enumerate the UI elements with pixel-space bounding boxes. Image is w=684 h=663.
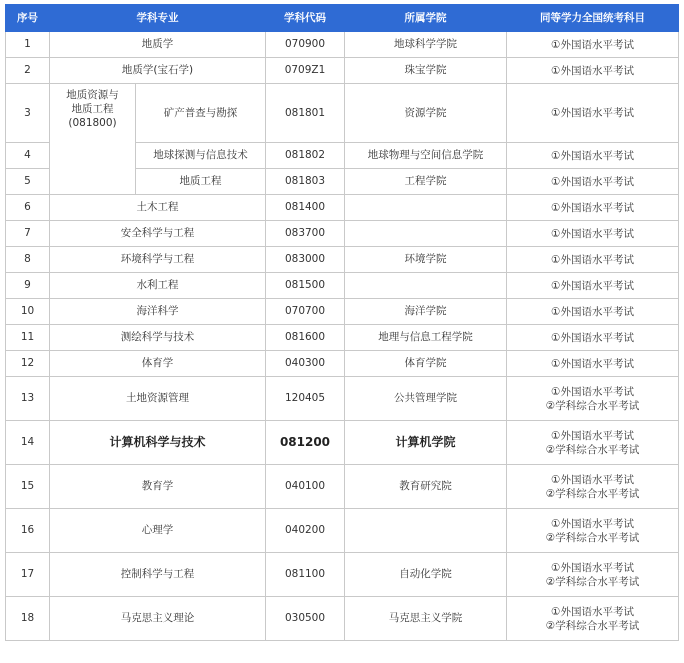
row-no: 4 <box>6 143 50 169</box>
row-major: 测绘科学与技术 <box>50 325 266 351</box>
row-no: 18 <box>6 597 50 641</box>
exam-comprehensive: ②学科综合水平考试 <box>545 619 640 632</box>
table-row <box>6 553 679 597</box>
row-code: 070700 <box>266 299 345 325</box>
parent-discipline <box>50 84 136 195</box>
table-row <box>6 273 679 299</box>
table-row <box>6 465 679 509</box>
row-exam <box>507 247 679 273</box>
row-exam <box>507 58 679 84</box>
header-major: 学科专业 <box>50 5 266 32</box>
row-code: 040100 <box>266 465 345 509</box>
exam-comprehensive: ②学科综合水平考试 <box>545 443 640 456</box>
row-college: 海洋学院 <box>345 299 507 325</box>
exam-foreign: ①外国语水平考试 <box>551 38 634 51</box>
row-exam <box>507 32 679 58</box>
row-college: 自动化学院 <box>345 553 507 597</box>
row-code: 081200 <box>266 421 345 465</box>
exam-foreign: ①外国语水平考试 <box>551 107 634 119</box>
row-major: 控制科学与工程 <box>50 553 266 597</box>
table-row <box>6 597 679 641</box>
row-code: 081400 <box>266 195 345 221</box>
parent-line: 地质资源与 <box>66 89 119 101</box>
row-exam <box>507 221 679 247</box>
table-row <box>6 299 679 325</box>
table-row <box>6 221 679 247</box>
exam-foreign: ①外国语水平考试 <box>551 175 634 188</box>
row-no: 3 <box>6 84 50 143</box>
row-college: 马克思主义学院 <box>345 597 507 641</box>
row-exam <box>507 195 679 221</box>
row-major: 心理学 <box>50 509 266 553</box>
row-code: 081802 <box>266 143 345 169</box>
header-exam: 同等学力全国统考科目 <box>507 5 679 32</box>
header-row <box>6 5 679 32</box>
row-exam <box>507 509 679 553</box>
row-college: 地理与信息工程学院 <box>345 325 507 351</box>
row-college <box>345 221 507 247</box>
header-code: 学科代码 <box>266 5 345 32</box>
row-major: 马克思主义理论 <box>50 597 266 641</box>
row-no: 10 <box>6 299 50 325</box>
exam-foreign: ①外国语水平考试 <box>551 331 634 344</box>
row-major: 地质工程 <box>136 169 266 195</box>
row-no: 9 <box>6 273 50 299</box>
exam-foreign: ①外国语水平考试 <box>551 64 634 77</box>
row-exam <box>507 325 679 351</box>
table-row <box>6 58 679 84</box>
row-major: 水利工程 <box>50 273 266 299</box>
majors-table <box>5 4 679 641</box>
row-major: 环境科学与工程 <box>50 247 266 273</box>
row-exam <box>507 465 679 509</box>
header-no: 序号 <box>6 5 50 32</box>
row-college: 计算机学院 <box>345 421 507 465</box>
header-college: 所属学院 <box>345 5 507 32</box>
row-exam <box>507 273 679 299</box>
row-major: 计算机科学与技术 <box>50 421 266 465</box>
row-no: 1 <box>6 32 50 58</box>
table-row <box>6 247 679 273</box>
table-row <box>6 351 679 377</box>
row-major: 地质学 <box>50 32 266 58</box>
row-major: 海洋科学 <box>50 299 266 325</box>
parent-line: 地质工程 <box>71 103 114 115</box>
row-no: 12 <box>6 351 50 377</box>
row-major: 教育学 <box>50 465 266 509</box>
row-college <box>345 195 507 221</box>
row-exam <box>507 169 679 195</box>
row-college: 环境学院 <box>345 247 507 273</box>
row-exam <box>507 421 679 465</box>
exam-foreign: ①外国语水平考试 <box>551 253 634 266</box>
row-no: 16 <box>6 509 50 553</box>
row-no: 15 <box>6 465 50 509</box>
table-row <box>6 84 679 143</box>
row-major: 地质学(宝石学) <box>50 58 266 84</box>
exam-comprehensive: ②学科综合水平考试 <box>545 575 640 588</box>
exam-comprehensive: ②学科综合水平考试 <box>545 487 640 500</box>
row-code: 081801 <box>266 84 345 143</box>
row-code: 030500 <box>266 597 345 641</box>
row-college: 教育研究院 <box>345 465 507 509</box>
row-code: 040200 <box>266 509 345 553</box>
row-no: 2 <box>6 58 50 84</box>
row-exam <box>507 553 679 597</box>
exam-foreign: ①外国语水平考试 <box>551 561 634 574</box>
exam-foreign: ①外国语水平考试 <box>551 149 634 162</box>
table-row <box>6 195 679 221</box>
row-major: 地球探测与信息技术 <box>136 143 266 169</box>
row-college: 地球科学学院 <box>345 32 507 58</box>
row-code: 083000 <box>266 247 345 273</box>
table-row <box>6 377 679 421</box>
row-college: 公共管理学院 <box>345 377 507 421</box>
exam-foreign: ①外国语水平考试 <box>551 305 634 318</box>
row-major: 土木工程 <box>50 195 266 221</box>
row-major: 矿产普查与勘探 <box>136 84 266 143</box>
row-exam <box>507 143 679 169</box>
row-exam <box>507 299 679 325</box>
row-no: 13 <box>6 377 50 421</box>
row-exam <box>507 377 679 421</box>
parent-code: (081800) <box>68 117 117 129</box>
table-row <box>6 32 679 58</box>
row-code: 040300 <box>266 351 345 377</box>
exam-foreign: ①外国语水平考试 <box>551 227 634 240</box>
row-code: 081500 <box>266 273 345 299</box>
table-row <box>6 325 679 351</box>
row-code: 081600 <box>266 325 345 351</box>
row-code: 081803 <box>266 169 345 195</box>
row-college: 工程学院 <box>345 169 507 195</box>
row-no: 14 <box>6 421 50 465</box>
row-college: 体育学院 <box>345 351 507 377</box>
row-college: 地球物理与空间信息学院 <box>345 143 507 169</box>
row-code: 070900 <box>266 32 345 58</box>
row-college: 资源学院 <box>345 84 507 143</box>
row-major: 安全科学与工程 <box>50 221 266 247</box>
row-code: 081100 <box>266 553 345 597</box>
row-no: 11 <box>6 325 50 351</box>
row-no: 7 <box>6 221 50 247</box>
row-code: 120405 <box>266 377 345 421</box>
exam-foreign: ①外国语水平考试 <box>551 201 634 214</box>
exam-comprehensive: ②学科综合水平考试 <box>545 399 640 412</box>
row-code: 083700 <box>266 221 345 247</box>
exam-foreign: ①外国语水平考试 <box>551 357 634 370</box>
row-college <box>345 273 507 299</box>
exam-foreign: ①外国语水平考试 <box>551 605 634 618</box>
row-college <box>345 509 507 553</box>
exam-foreign: ①外国语水平考试 <box>551 429 634 442</box>
exam-foreign: ①外国语水平考试 <box>551 385 634 398</box>
exam-foreign: ①外国语水平考试 <box>551 279 634 292</box>
row-major: 土地资源管理 <box>50 377 266 421</box>
exam-comprehensive: ②学科综合水平考试 <box>545 531 640 544</box>
row-no: 17 <box>6 553 50 597</box>
table-row <box>6 509 679 553</box>
exam-foreign: ①外国语水平考试 <box>551 517 634 530</box>
row-college: 珠宝学院 <box>345 58 507 84</box>
row-no: 6 <box>6 195 50 221</box>
row-exam <box>507 597 679 641</box>
row-no: 5 <box>6 169 50 195</box>
row-major: 体育学 <box>50 351 266 377</box>
exam-foreign: ①外国语水平考试 <box>551 473 634 486</box>
row-exam <box>507 351 679 377</box>
row-exam <box>507 84 679 143</box>
table-row <box>6 421 679 465</box>
row-code: 0709Z1 <box>266 58 345 84</box>
row-no: 8 <box>6 247 50 273</box>
